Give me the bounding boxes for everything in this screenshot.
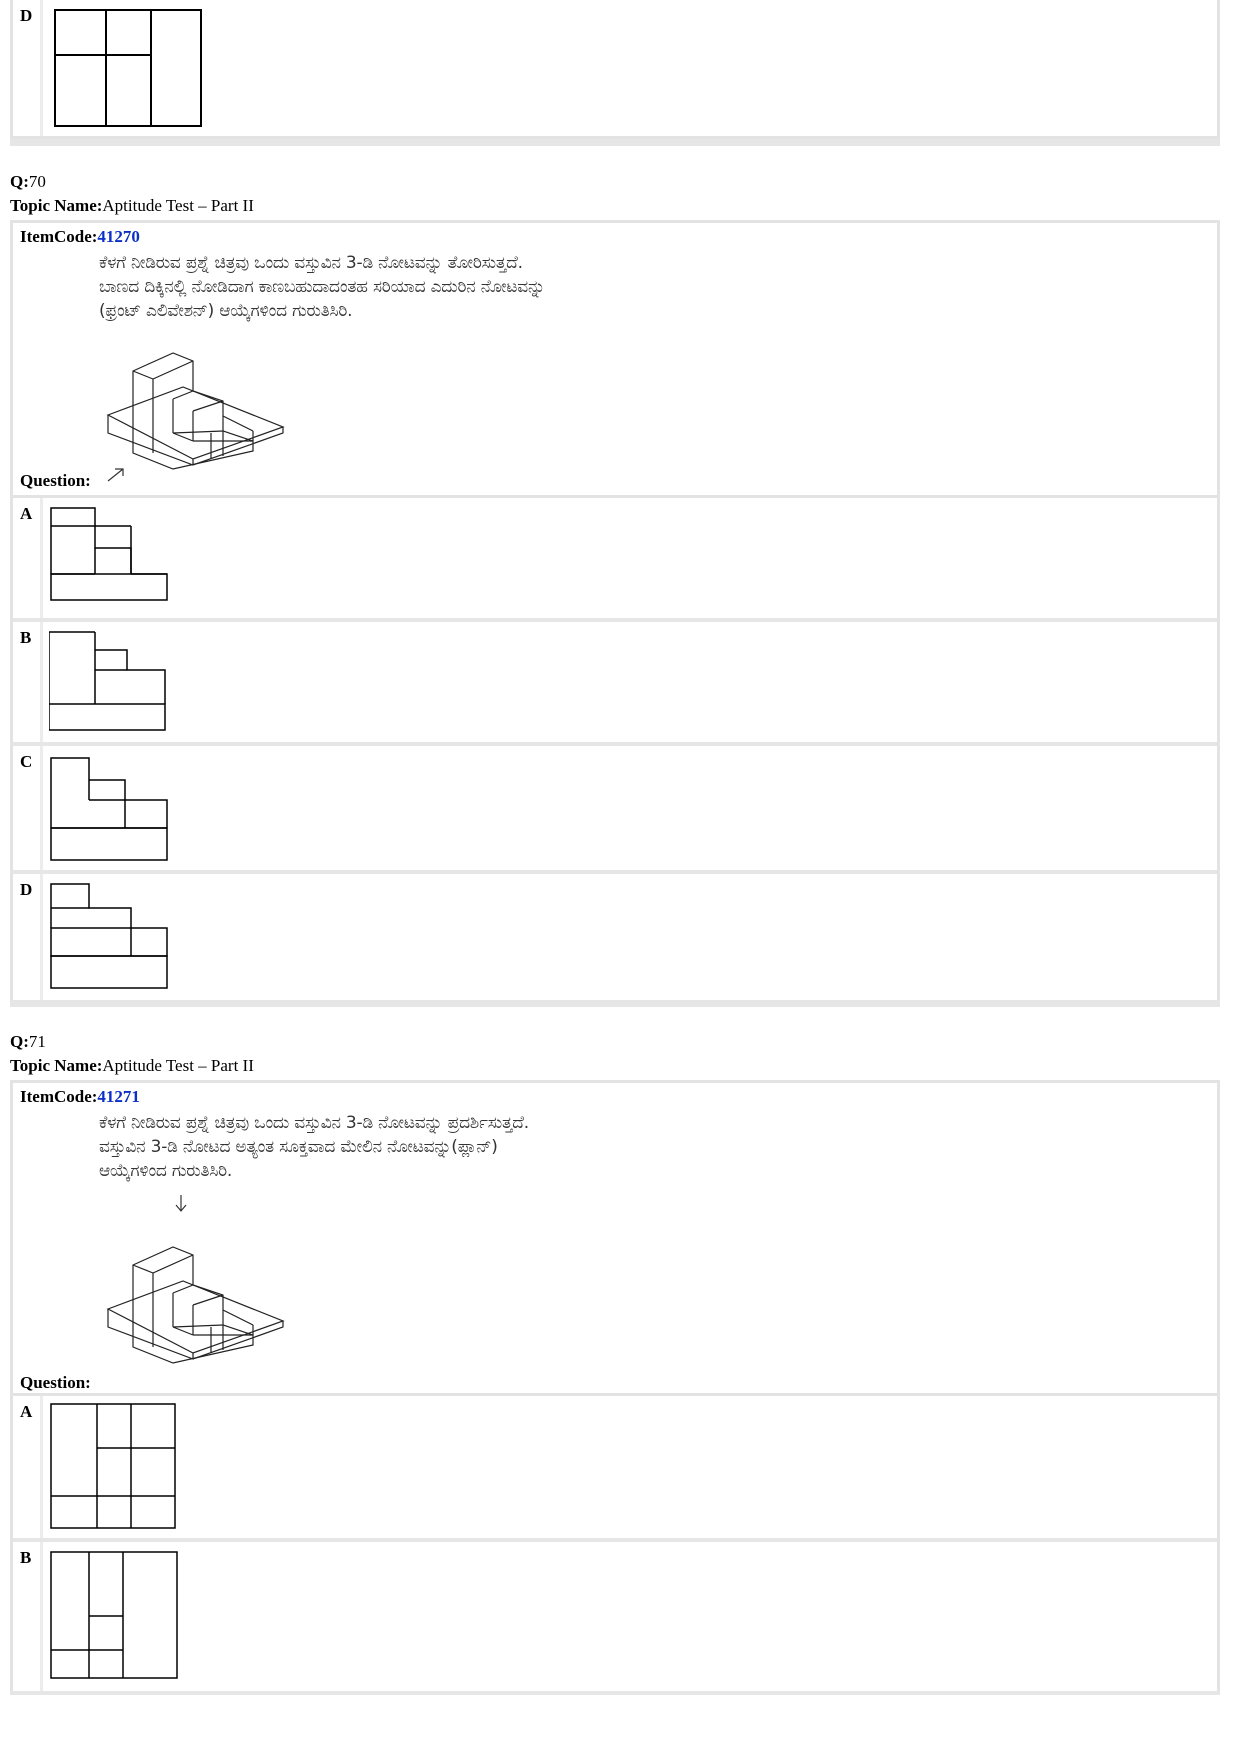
- option-row-c: [13, 742, 1217, 870]
- option-letter: D: [13, 0, 43, 136]
- question-text: [99, 251, 545, 323]
- question-box-71: [10, 1080, 1220, 1396]
- option-a-elevation-figure: [49, 504, 189, 610]
- q-label: Q:: [10, 172, 29, 191]
- item-code-value: 41271: [97, 1087, 140, 1106]
- option-figure: [43, 622, 1217, 742]
- option-b-plan-figure: [49, 1548, 189, 1684]
- option-row-d: [13, 0, 1217, 136]
- option-figure: [43, 498, 1217, 618]
- section-divider: [10, 139, 1220, 146]
- option-row-b: [13, 618, 1217, 742]
- question-header-71: [10, 1030, 254, 1078]
- option-a-plan-figure: [49, 1402, 189, 1534]
- question-box-70: [10, 220, 1220, 498]
- topic-name: Aptitude Test – Part II: [102, 1056, 254, 1075]
- option-b-elevation-figure: [49, 628, 189, 734]
- question-text-line: ಕೆಳಗೆ ನೀಡಿರುವ ಪ್ರಶ್ನೆ ಚಿತ್ರವು ಒಂದು ವಸ್ತುವಿನ 3-ಡಿ ನೋಟವನ್ನು ಪ್ರದರ್ಶಿಸುತ್ತದೆ.: [99, 1113, 529, 1133]
- question-header-70: [10, 170, 254, 218]
- section-divider: [10, 1691, 1220, 1695]
- option-row-d: [13, 870, 1217, 1000]
- option-letter: A: [13, 498, 43, 618]
- item-code: ItemCode:41270: [20, 227, 140, 246]
- option-letter: B: [13, 622, 43, 742]
- question-text: [99, 1111, 529, 1183]
- option-row-a: [13, 1396, 1217, 1538]
- option-letter: B: [13, 1542, 43, 1692]
- option-c-elevation-figure: [49, 752, 189, 862]
- question-text-line: ಆಯ್ಕೆಗಳಿಂದ ಗುರುತಿಸಿರಿ.: [99, 1161, 233, 1181]
- option-letter: C: [13, 746, 43, 870]
- q-number: 70: [28, 172, 46, 191]
- options-70: [10, 498, 1220, 1003]
- question-3d-figure: [103, 1191, 303, 1391]
- option-letter: D: [13, 874, 43, 1000]
- q-label: Q:: [10, 1032, 29, 1051]
- item-code-value: 41270: [97, 227, 140, 246]
- question-label: Question:: [20, 471, 91, 490]
- option-figure: [43, 874, 1217, 1000]
- option-row-b: [13, 1538, 1217, 1692]
- topic-name: Aptitude Test – Part II: [102, 196, 254, 215]
- item-code: ItemCode:41271: [20, 1087, 140, 1106]
- option-d-elevation-figure: [49, 880, 189, 992]
- question-label: Question:: [20, 1373, 91, 1392]
- options-71: [10, 1396, 1220, 1695]
- question-text-line: (ಫ್ರಂಟ್ ಎಲಿವೇಶನ್) ಆಯ್ಕೆಗಳಿಂದ ಗುರುತಿಸಿರಿ.: [99, 301, 353, 321]
- option-d-plan-figure: [49, 8, 209, 130]
- section-divider: [10, 1000, 1220, 1007]
- option-row-a: [13, 498, 1217, 618]
- option-figure: [43, 1396, 1217, 1538]
- topic-label: Topic Name:: [10, 1056, 103, 1075]
- option-figure: [43, 746, 1217, 870]
- question-text-line: ಕೆಳಗೆ ನೀಡಿರುವ ಪ್ರಶ್ನೆ ಚಿತ್ರವು ಒಂದು ವಸ್ತುವಿನ 3-ಡಿ ನೋಟವನ್ನು ತೋರಿಸುತ್ತದೆ.: [99, 253, 523, 273]
- q-number: 71: [28, 1032, 46, 1051]
- topic-label: Topic Name:: [10, 196, 103, 215]
- option-letter: A: [13, 1396, 43, 1538]
- question-text-line: ಬಾಣದ ದಿಕ್ಕಿನಲ್ಲಿ ನೋಡಿದಾಗ ಕಾಣಬಹುದಾದಂತಹ ಸರಿಯಾದ ಎದುರಿನ ನೋಟವನ್ನು: [99, 277, 545, 297]
- question-text-line: ವಸ್ತುವಿನ 3-ಡಿ ನೋಟದ ಅತ್ಯಂತ ಸೂಕ್ತವಾದ ಮೇಲಿನ ನೋಟವನ್ನು(ಪ್ಲಾನ್): [99, 1137, 498, 1157]
- option-figure: [43, 0, 1217, 136]
- prev-options: [10, 0, 1220, 139]
- question-3d-figure: [103, 341, 303, 491]
- option-figure: [43, 1542, 1217, 1692]
